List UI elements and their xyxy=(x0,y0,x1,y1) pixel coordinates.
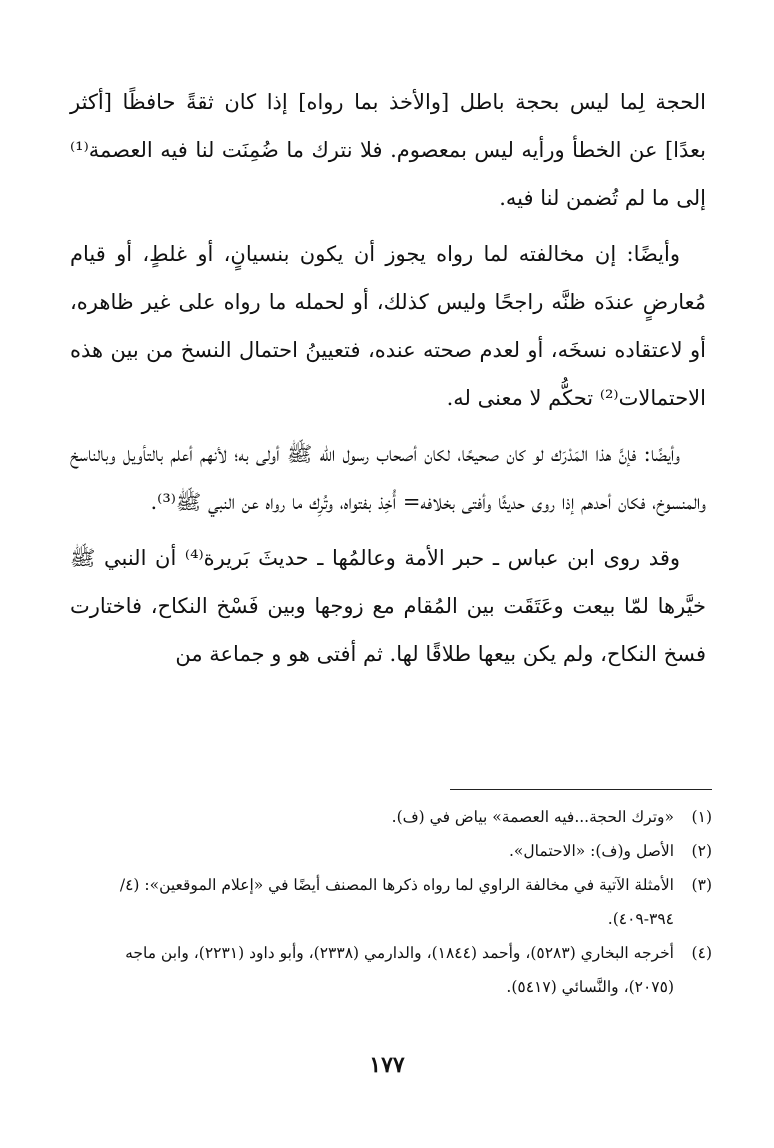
footnote-number: (١) xyxy=(691,808,712,826)
footnote-number: (٢) xyxy=(691,842,712,860)
paragraph-2: وأيضًا: إن مخالفته لما رواه يجوز أن يكون بنسيانٍ، أو غلطٍ، أو قيام مُعارضٍ عندَه ظنَّه راجحًا وليس كذلك، أو لحمله ما رواه على غير ظاهره، أو لاعتقاده نسخَه، أو لعدم صحته عنده، فتعيينُ احتمال النسخ من بين هذه الاحتمالات⁽²⁾ تحكُّم لا معنى له. xyxy=(70,242,706,410)
footnote-4 xyxy=(70,936,712,1004)
footnote-2 xyxy=(70,834,712,868)
paragraph-4: وقد روى ابن عباس ـ حبر الأمة وعالمُها ـ حديثَ بَريرة⁽⁴⁾ أن النبي ﷺ خيَّرها لمّا بيعت وعَتَقَت بين المُقام مع زوجها وبين فَسْخ النكاح، فاختارت فسخ النكاح، ولم يكن بيعها طلاقًا لها. ثم أفتى هو و جماعة من xyxy=(70,546,706,666)
footnote-text: «وترك الحجة...فيه العصمة» بياض في (ف). xyxy=(391,808,674,826)
footnote-3 xyxy=(70,868,712,936)
footnote-text: أخرجه البخاري (٥٢٨٣)، وأحمد (١٨٤٤)، والدارمي (٢٣٣٨)، وأبو داود (٢٢٣١)، وابن ماجه (٢٠٧٥)، والنَّسائي (٥٤١٧). xyxy=(125,944,674,996)
footnote-text: الأصل و(ف): «الاحتمال». xyxy=(508,842,674,860)
footnote-number: (٣) xyxy=(691,876,712,894)
paragraph-1: الحجة لِما ليس بحجة باطل [والأخذ بما رواه] إذا كان ثقةً حافظًا [أكثر بعدًا] عن الخطأ ورأيه ليس بمعصوم. فلا نترك ما ضُمِنَت لنا فيه العصمة⁽¹⁾ إلى ما لم تُضمن لنا فيه. xyxy=(70,90,706,210)
footnotes xyxy=(70,800,712,1004)
footnote-text: الأمثلة الآتية في مخالفة الراوي لما رواه ذكرها المصنف أيضًا في «إعلام الموقعين»: (٤/ ٣٩٤-٤٠٩). xyxy=(119,876,674,928)
footnote-1 xyxy=(70,800,712,834)
paragraph-3: وأيضًا: فإنَّ هذا المَدْرَك لو كان صحيحًا، لكان أصحاب رسول الله ﷺ أولى به؛ لأنهم أعلم بالتأويل وبالناسخ والمنسوخ، فكان أحدهم إذا روى حديثًا وأفتى بخلافه= أُخِذ بفتواه، وتُرِك ما رواه عن النبي ﷺ⁽³⁾. xyxy=(70,442,706,514)
footnote-separator xyxy=(450,789,712,790)
footnote-number: (٤) xyxy=(691,944,712,962)
page-number: ١٧٧ xyxy=(369,1052,405,1078)
main-text xyxy=(70,78,706,686)
